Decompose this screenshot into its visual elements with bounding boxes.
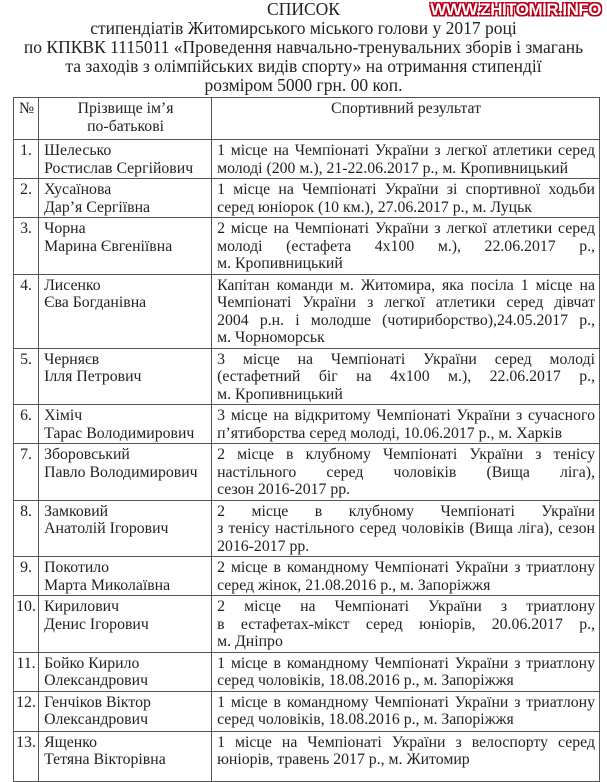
row-number: 11. xyxy=(14,652,39,691)
row-result xyxy=(212,218,600,275)
result-line: настільного серед чоловіків (Вища ліга), xyxy=(217,463,595,481)
given-names: Павло Володимирович xyxy=(44,463,198,481)
table-row xyxy=(14,557,600,596)
header-result: Спортивний результат xyxy=(212,98,600,140)
watermark-logo: WWW.ZHITOMIR.INFO xyxy=(430,0,601,19)
table-row xyxy=(14,179,600,218)
result-line: Чемпіонаті України з легкої атлетики серед дівчат xyxy=(217,294,595,311)
row-number: 12. xyxy=(14,691,39,731)
header-num: № xyxy=(14,98,39,140)
row-result xyxy=(212,500,600,557)
table-row xyxy=(14,500,600,557)
row-number: 5. xyxy=(14,348,39,405)
row-name xyxy=(39,691,212,731)
result-line: м. Кропивницький xyxy=(217,385,343,403)
header-name-line: Прізвище ім’я xyxy=(77,100,174,117)
surname: Покотило xyxy=(44,559,110,576)
given-names: Денис Ігорович xyxy=(44,615,149,633)
row-number: 4. xyxy=(14,274,39,348)
result-line: юніорів, травень 2017 р., м. Житомир xyxy=(217,751,470,768)
surname: Замковий xyxy=(44,502,109,520)
row-result xyxy=(212,731,600,781)
given-names: Олександрович xyxy=(44,711,149,728)
table-row xyxy=(14,596,600,653)
row-name xyxy=(39,405,212,444)
table-row xyxy=(14,691,600,731)
result-line: молоді (естафета 4х100 м.), 22.06.2017 р., xyxy=(217,237,595,255)
given-names: Анатолій Ігорович xyxy=(44,520,169,537)
surname: Чорна xyxy=(44,220,86,237)
row-result xyxy=(212,140,600,179)
result-line: 1 місце на Чемпіонаті України з велоспорту серед xyxy=(217,733,595,751)
row-name xyxy=(39,596,212,653)
given-names: Ростислав Сергійович xyxy=(44,159,194,177)
row-result xyxy=(212,274,600,348)
row-name xyxy=(39,444,212,501)
result-line: з тенісу настільного серед чоловіків (Вища ліга), сезон xyxy=(217,520,595,537)
result-line: серед чоловіків, 18.08.2016 р., м. Запоріжжя xyxy=(217,711,514,728)
result-line: м. Дніпро xyxy=(217,633,283,650)
surname: Хусаїнова xyxy=(44,181,112,198)
result-line: 2016-2017 рр. xyxy=(217,537,310,555)
row-number: 7. xyxy=(14,444,39,501)
given-names: Єва Богданівна xyxy=(44,294,147,311)
row-name xyxy=(39,557,212,596)
row-name xyxy=(39,218,212,275)
title-line: розміром 5000 грн. 00 коп. xyxy=(204,75,403,95)
result-line: серед юніорок (10 км.), 27.06.2017 р., м. Луцьк xyxy=(217,198,532,216)
result-line: 3 місце на відкритому Чемпіонаті України з сучасного xyxy=(217,407,595,424)
row-result xyxy=(212,348,600,405)
result-line: (естафетний біг на 4х100 м.), 22.06.2017 р., xyxy=(217,368,595,385)
given-names: Дар’я Сергіївна xyxy=(44,198,151,216)
table-row xyxy=(14,444,600,501)
result-line: сезон 2016-2017 рр. xyxy=(217,481,351,498)
result-line: серед жінок, 21.08.2016 р., м. Запоріжжя xyxy=(217,576,491,594)
row-result xyxy=(212,179,600,218)
result-line: 1 місце в командному Чемпіонаті України з триатлону xyxy=(217,654,595,672)
surname: Шелесько xyxy=(44,142,112,159)
result-line: 1 місце на Чемпіонаті України зі спортивної ходьби xyxy=(217,181,595,198)
row-number: 13. xyxy=(14,731,39,781)
row-result xyxy=(212,557,600,596)
title-line: та заходів з олімпійських видів спорту» на отримання стипендії xyxy=(65,56,542,76)
given-names: Марта Миколаївна xyxy=(44,576,171,594)
row-name xyxy=(39,140,212,179)
surname: Генчіков Віктор xyxy=(44,693,151,711)
result-line: в естафетах-мікст серед юніорів, 20.06.2017 р., xyxy=(217,615,595,633)
row-number: 10. xyxy=(14,596,39,653)
surname: Черняєв xyxy=(44,350,100,368)
header-name xyxy=(39,98,212,140)
row-name xyxy=(39,274,212,348)
table-row xyxy=(14,652,600,691)
table-row xyxy=(14,731,600,781)
stipend-table xyxy=(13,97,600,782)
title-heading: СПИСОК xyxy=(267,0,340,19)
title-line: по КПКВК 1115011 «Проведення навчально-тренувальних зборів і змагань xyxy=(23,37,584,57)
row-result xyxy=(212,444,600,501)
surname: Бойко Кирило xyxy=(44,654,140,672)
result-line: 2 місце в клубному Чемпіонаті України з тенісу xyxy=(217,446,595,463)
result-line: 3 місце на Чемпіонаті України серед молоді xyxy=(217,350,595,368)
result-line: Капітан команди м. Житомира, яка посіла 1 місце на xyxy=(217,276,595,294)
row-number: 2. xyxy=(14,179,39,218)
table-row xyxy=(14,274,600,348)
result-line: м. Кропивницький xyxy=(217,255,343,272)
row-number: 8. xyxy=(14,500,39,557)
result-line: 1 місце на Чемпіонаті України з легкої атлетики серед xyxy=(217,142,595,159)
row-result xyxy=(212,652,600,691)
row-name xyxy=(39,179,212,218)
title-line: стипендіатів Житомирського міського голови у 2017 році xyxy=(90,18,517,38)
row-number: 6. xyxy=(14,405,39,444)
result-line: м. Чорноморськ xyxy=(217,329,325,346)
given-names: Олександрович xyxy=(44,672,149,689)
result-line: 2 місце в клубному Чемпіонаті України xyxy=(217,502,595,520)
row-name xyxy=(39,500,212,557)
result-line: п’ятиборства серед молоді, 10.06.2017 р., м. Харків xyxy=(217,424,563,442)
row-name xyxy=(39,731,212,781)
result-line: 1 місце в командному Чемпіонаті України з триатлону xyxy=(217,693,595,711)
header-name-line: по-батькові xyxy=(87,117,165,135)
given-names: Тетяна Вікторівна xyxy=(44,751,166,768)
result-line: 2 місце на Чемпіонаті України з легкої атлетики серед xyxy=(217,220,595,237)
given-names: Тарас Володимирович xyxy=(44,424,195,442)
result-line: 2 місце в командному Чемпіонаті України з триатлону xyxy=(217,559,595,576)
given-names: Ілля Петрович xyxy=(44,368,142,385)
row-name xyxy=(39,652,212,691)
surname: Хіміч xyxy=(44,407,83,424)
table-row xyxy=(14,405,600,444)
row-result xyxy=(212,596,600,653)
table-row xyxy=(14,140,600,179)
result-line: серед чоловіків, 18.08.2016 р., м. Запоріжжя xyxy=(217,672,514,689)
row-name xyxy=(39,348,212,405)
surname: Лисенко xyxy=(44,276,101,294)
surname: Кирилович xyxy=(44,598,120,615)
row-result xyxy=(212,405,600,444)
given-names: Марина Євгеніївна xyxy=(44,237,173,255)
table-header xyxy=(14,98,600,140)
result-line: 2 місце на Чемпіонаті України з триатлону xyxy=(217,598,595,615)
row-result xyxy=(212,691,600,731)
result-line: молоді (200 м.), 21-22.06.2017 р., м. Кропивницький xyxy=(217,159,569,177)
table-row xyxy=(14,218,600,275)
row-number: 9. xyxy=(14,557,39,596)
row-number: 3. xyxy=(14,218,39,275)
surname: Ященко xyxy=(44,733,98,751)
result-line: 2004 р.н. і молодше (чотириборство),24.05.2017 р., xyxy=(217,311,595,329)
table-row xyxy=(14,348,600,405)
surname: Зборовський xyxy=(44,446,130,463)
row-number: 1. xyxy=(14,140,39,179)
